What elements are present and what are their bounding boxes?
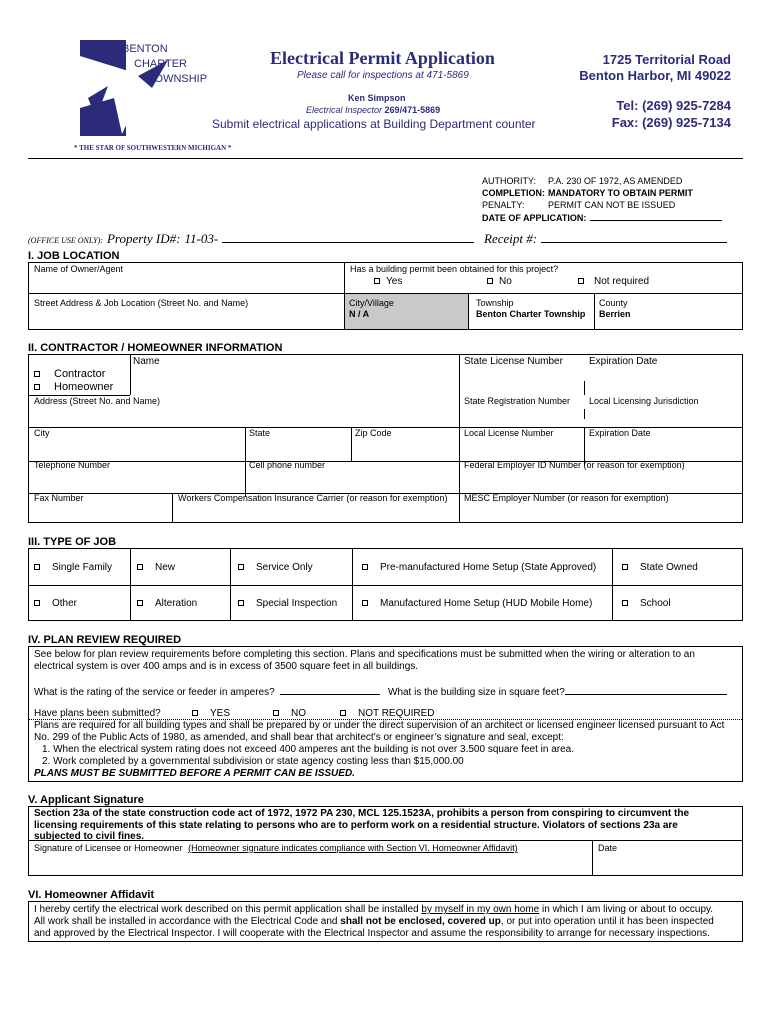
exception-1: 1. When the electrical system rating does not exceed 400 amperes ant the building is not over 3.500 square feet in area. [42, 744, 574, 755]
requirement-line-1: Plans are required for all building types and shall be prepared by or under the direct supervision of an architect or licensed engineer licensed pursuant to Act [34, 720, 725, 731]
fax-label: Fax Number [34, 493, 84, 503]
law-line-1: Section 23a of the state construction code act of 1972, 1972 PA 230, MCL 125.1523A, prohibits a person from conspiring to circumvent the [34, 808, 689, 819]
receipt-line [484, 230, 727, 248]
requirement-line-2: No. 299 of the Public Acts of 1980, as amended, and shall bear that architect’s or engineer’s signature and seal, except: [34, 732, 564, 743]
checkbox-icon[interactable] [34, 384, 40, 390]
affidavit-line-1-b: in which I am living or about to occupy. [539, 904, 714, 915]
affidavit-line-1 [34, 904, 713, 915]
receipt-field[interactable] [541, 231, 727, 243]
township-label: Township [476, 298, 514, 308]
job-school[interactable] [622, 598, 671, 609]
type-of-job-box [28, 548, 743, 621]
col-divider [584, 409, 585, 419]
city-village-value: N / A [349, 309, 370, 319]
federal-id-label: Federal Employer ID Number (or reason for exemption) [464, 460, 685, 470]
authority-value: P.A. 230 OF 1972, AS AMENDED [548, 176, 683, 186]
permit-not-required-option[interactable] [578, 276, 649, 287]
receipt-label: Receipt #: [484, 231, 538, 246]
plans-not-required-option[interactable] [340, 708, 435, 719]
job-special-inspection[interactable] [238, 598, 337, 609]
authority-label: AUTHORITY: [482, 176, 537, 186]
plans-not-required-label: NOT REQUIRED [358, 708, 435, 719]
permit-no-label: No [499, 276, 512, 287]
state-license-label: State License Number [464, 356, 563, 367]
job-premanufactured[interactable] [362, 562, 596, 573]
col-divider [130, 355, 131, 395]
affidavit-heading: VI. Homeowner Affidavit [28, 889, 155, 901]
job-state-owned-label: State Owned [640, 562, 698, 573]
county-label: County [599, 298, 628, 308]
rating-question: What is the rating of the service or feeder in amperes? [34, 687, 275, 698]
law-line-3: subjected to civil fines. [34, 831, 145, 842]
township-line-2: CHARTER [134, 58, 187, 70]
checkbox-icon[interactable] [34, 564, 40, 570]
checkbox-icon[interactable] [137, 600, 143, 606]
permit-yes-option[interactable] [374, 276, 402, 287]
checkbox-icon[interactable] [374, 278, 380, 284]
date-of-application-row [482, 211, 722, 224]
property-id-field[interactable] [222, 231, 474, 243]
telephone-label: Telephone Number [34, 460, 111, 470]
local-licensing-label: Local Licensing Jurisdiction [589, 396, 699, 406]
inspector-name: Ken Simpson [348, 93, 406, 103]
job-alteration-label: Alteration [155, 598, 198, 609]
job-new[interactable] [137, 562, 175, 573]
law-line-2: licensing requirements of this state relating to persons who are to perform work on a residential structure. Violators of sections 23a are [34, 820, 678, 831]
permit-no-option[interactable] [487, 276, 512, 287]
plan-review-heading: IV. PLAN REVIEW REQUIRED [28, 634, 182, 646]
state-registration-label: State Registration Number [464, 396, 571, 406]
checkbox-icon[interactable] [362, 564, 368, 570]
contractor-option[interactable] [34, 368, 105, 380]
completion-value: MANDATORY TO OBTAIN PERMIT [548, 188, 693, 198]
type-of-job-heading: III. TYPE OF JOB [28, 536, 117, 548]
col-divider [351, 427, 352, 461]
signature-date-label[interactable]: Date [598, 843, 618, 853]
checkbox-icon[interactable] [238, 564, 244, 570]
signature-label: Signature of Licensee or Homeowner [34, 843, 183, 853]
street-address-label: Street Address & Job Location (Street No. and Name) [34, 298, 249, 308]
affidavit-line-3: and approved by the Electrical Inspector. I will cooperate with the Electrical Inspector and assume the responsibility to arrange for necessary inspections. [34, 928, 710, 939]
col-divider [584, 381, 585, 395]
office-use-line [28, 230, 474, 248]
township-line-1: BENTON [122, 43, 168, 55]
col-divider [352, 549, 353, 620]
job-single-family[interactable] [34, 562, 112, 573]
affidavit-line-2 [34, 916, 714, 927]
plans-submitted-question: Have plans been submitted? [34, 708, 161, 719]
office-address-line-1: 1725 Territorial Road [602, 52, 731, 67]
completion-row [482, 187, 722, 199]
plans-yes-label: YES [210, 708, 231, 719]
col-divider [592, 840, 593, 875]
completion-label: COMPLETION: [482, 188, 545, 198]
signature-label-row[interactable] [34, 843, 518, 853]
affidavit-line-1-underlined: by myself in my own home [421, 904, 540, 915]
contractor-name-label: Name [133, 356, 160, 367]
inspector-line [306, 105, 440, 115]
inspection-note: Please call for inspections at 471-5869 [297, 70, 469, 81]
job-manufactured-hud-label: Manufactured Home Setup (HUD Mobile Home) [380, 598, 593, 609]
city-village-label: City/Village [349, 298, 394, 308]
checkbox-icon[interactable] [192, 710, 198, 716]
inspector-label: Electrical Inspector [306, 105, 383, 115]
tagline: * THE STAR OF SOUTHWESTERN MICHIGAN * [74, 144, 232, 152]
checkbox-icon[interactable] [34, 371, 40, 377]
job-alteration[interactable] [137, 598, 197, 609]
job-service-only-label: Service Only [256, 562, 313, 573]
checkbox-icon[interactable] [622, 564, 628, 570]
checkbox-icon[interactable] [362, 600, 368, 606]
signature-note: (Homeowner signature indicates compliance with Section VI. Homeowner Affidavit) [188, 843, 518, 853]
job-school-label: School [640, 598, 671, 609]
job-other-label: Other [52, 598, 78, 609]
row-divider [29, 585, 742, 586]
checkbox-icon[interactable] [137, 564, 143, 570]
col-divider [130, 549, 131, 620]
penalty-value: PERMIT CAN NOT BE ISSUED [548, 200, 676, 210]
township-name [116, 42, 207, 87]
affidavit-line-2-b: , or put into operation until it has been inspected [500, 916, 714, 927]
date-of-application-field[interactable] [590, 211, 722, 221]
col-divider [230, 549, 231, 620]
job-single-family-label: Single Family [52, 562, 113, 573]
cell-phone-label: Cell phone number [249, 460, 326, 470]
state-label: State [249, 428, 271, 438]
plans-no-label: NO [291, 708, 306, 719]
col-divider [172, 493, 173, 522]
address-label: Address (Street No. and Name) [34, 396, 161, 406]
expiration-label: Expiration Date [589, 356, 658, 367]
plan-intro-line-1: See below for plan review requirements before completing this section. Plans and specifications must be submitted when the wiring or alteration to an [34, 649, 695, 660]
affidavit-line-2-a: All work shall be installed in accordance with the Electrical Code and [34, 916, 341, 927]
job-special-inspection-label: Special Inspection [256, 598, 338, 609]
property-id-label: Property ID#: [106, 231, 181, 246]
job-state-owned[interactable] [622, 562, 698, 573]
checkbox-icon[interactable] [238, 600, 244, 606]
checkbox-icon[interactable] [34, 600, 40, 606]
county-value: Berrien [599, 309, 631, 319]
size-field[interactable] [565, 685, 727, 695]
office-use-label: (OFFICE USE ONLY): [28, 236, 103, 245]
city-label: City [34, 428, 50, 438]
signature-heading: V. Applicant Signature [28, 794, 144, 806]
plan-intro-line-2: electrical system is over 400 amps and is in excess of 3500 square feet in all buildings. [34, 661, 419, 672]
homeowner-option-label: Homeowner [54, 381, 114, 393]
col-divider [612, 549, 613, 620]
homeowner-option[interactable] [34, 381, 113, 393]
township-line-3: TOWNSHIP [148, 73, 208, 85]
submit-note: Submit electrical applications at Building Department counter [212, 117, 536, 131]
checkbox-icon[interactable] [578, 278, 584, 284]
job-premanufactured-label: Pre-manufactured Home Setup (State Approved) [380, 562, 597, 573]
local-license-label: Local License Number [464, 428, 554, 438]
inspector-phone: 269/471-5869 [384, 105, 441, 115]
mesc-label: MESC Employer Number (or reason for exemption) [464, 493, 669, 503]
plans-no-option[interactable] [273, 708, 306, 719]
contractor-option-label: Contractor [54, 368, 106, 380]
permit-yes-label: Yes [386, 276, 403, 287]
zip-label: Zip Code [355, 428, 392, 438]
township-value: Benton Charter Township [476, 309, 586, 319]
workers-comp-label: Workers Compensation Insurance Carrier (or reason for exemption) [178, 493, 448, 503]
expiration-label-2: Expiration Date [589, 428, 651, 438]
size-question: What is the building size in square feet? [388, 687, 565, 698]
plans-yes-option[interactable] [192, 708, 230, 719]
office-address-line-2: Benton Harbor, MI 49022 [579, 68, 731, 83]
col-divider [245, 427, 246, 497]
job-location-heading: I. JOB LOCATION [28, 250, 120, 262]
header-divider [28, 158, 743, 159]
col-divider [459, 355, 460, 522]
penalty-row [482, 199, 722, 211]
office-tel: Tel: (269) 925-7284 [616, 98, 731, 113]
checkbox-icon[interactable] [340, 710, 346, 716]
owner-agent-label: Name of Owner/Agent [34, 264, 124, 274]
rating-question-row [34, 685, 380, 698]
permit-question: Has a building permit been obtained for this project? [350, 264, 559, 274]
penalty-label: PENALTY: [482, 200, 525, 210]
checkbox-icon[interactable] [622, 600, 628, 606]
exception-2: 2. Work completed by a governmental subdivision or state agency costing less than $15,000.00 [42, 756, 464, 767]
authority-block [482, 175, 722, 224]
job-other[interactable] [34, 598, 77, 609]
col-divider [468, 293, 469, 329]
contractor-heading: II. CONTRACTOR / HOMEOWNER INFORMATION [28, 342, 283, 354]
page-title: Electrical Permit Application [270, 48, 495, 68]
must-submit-note: PLANS MUST BE SUBMITTED BEFORE A PERMIT CAN BE ISSUED. [34, 768, 355, 779]
permit-not-required-label: Not required [594, 276, 650, 287]
col-divider [594, 293, 595, 329]
property-id-value: 11-03- [184, 231, 219, 246]
affidavit-line-2-bold: shall not be enclosed, covered up [340, 916, 501, 927]
checkbox-icon[interactable] [487, 278, 493, 284]
size-question-row [388, 685, 727, 698]
job-new-label: New [155, 562, 176, 573]
job-manufactured-hud[interactable] [362, 598, 592, 609]
rating-field[interactable] [280, 685, 380, 695]
affidavit-line-1-a: I hereby certify the electrical work described on this permit application shall be installed [34, 904, 422, 915]
authority-row [482, 175, 722, 187]
date-of-application-label: DATE OF APPLICATION: [482, 213, 587, 223]
office-fax: Fax: (269) 925-7134 [611, 115, 731, 130]
checkbox-icon[interactable] [273, 710, 279, 716]
job-service-only[interactable] [238, 562, 313, 573]
